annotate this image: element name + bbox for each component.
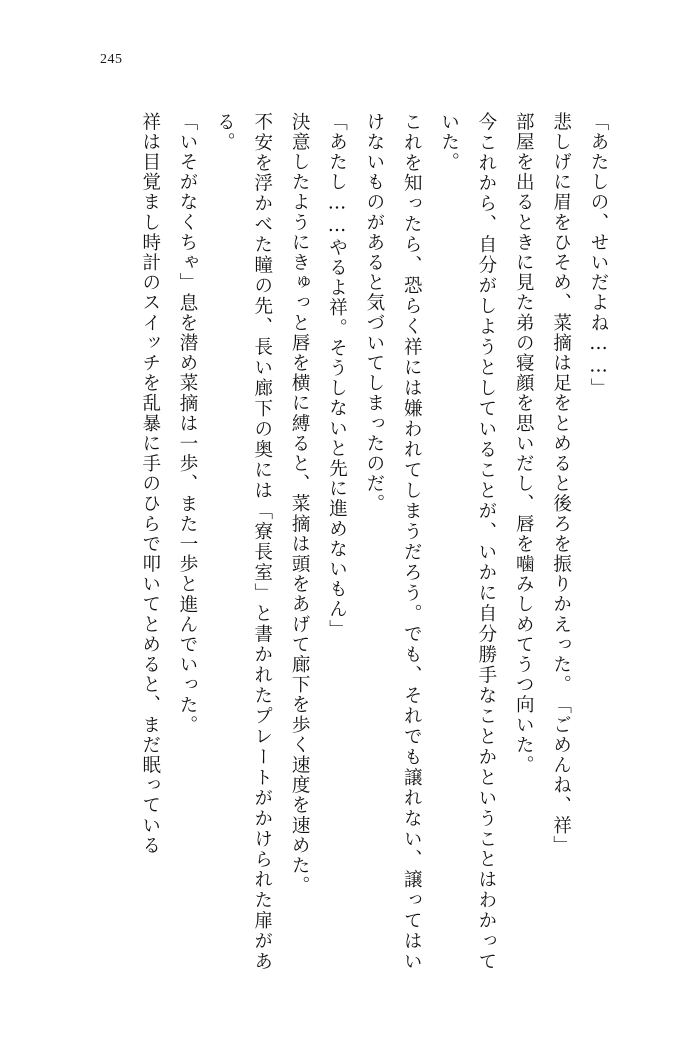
paragraph: 「あたし……やるよ祥。そうしないと先に進めないもん」 (326, 112, 348, 640)
vertical-text-body (70, 112, 617, 972)
paragraph: 悲しげに眉をひそめ、菜摘は足をとめると後ろを振りかえった。 (550, 112, 572, 695)
paragraph: 祥は目覚まし時計のスイッチを乱暴に手のひらで叩いてとめると、まだ眠っている (139, 112, 161, 856)
paragraph: これを知ったら、恐らく祥には嫌われてしまうだろう。でも、それでも譲れない、譲ってはいけないものがあると気づいてしまったのだ。 (363, 112, 423, 972)
paragraph: 部屋を出るときに見た弟の寝顔を思いだし、唇を噛みしめてうつ向いた。 (513, 112, 535, 776)
page-number: 245 (100, 52, 123, 67)
paragraph: 「あたしの、せいだよね……」 (588, 112, 609, 399)
paragraph: 不安を浮かべた瞳の先、長い廊下の奥には「寮長室」と書かれたプレートがかけられた扉がある。 (214, 112, 273, 972)
paragraph: 「いそがなくちゃ」 (177, 112, 199, 293)
paragraph: 「ごめんね、祥」 (550, 694, 572, 856)
paragraph: 息を潜め菜摘は一歩、また一歩と進んでいった。 (177, 292, 199, 736)
paragraph: 今これから、自分がしようとしていることが、いかに自分勝手なことかということはわかっていた。 (438, 112, 497, 972)
paragraph: 決意したようにきゅっと唇を横に縛ると、菜摘は頭をあげて廊下を歩く速度を速めた。 (289, 112, 311, 896)
